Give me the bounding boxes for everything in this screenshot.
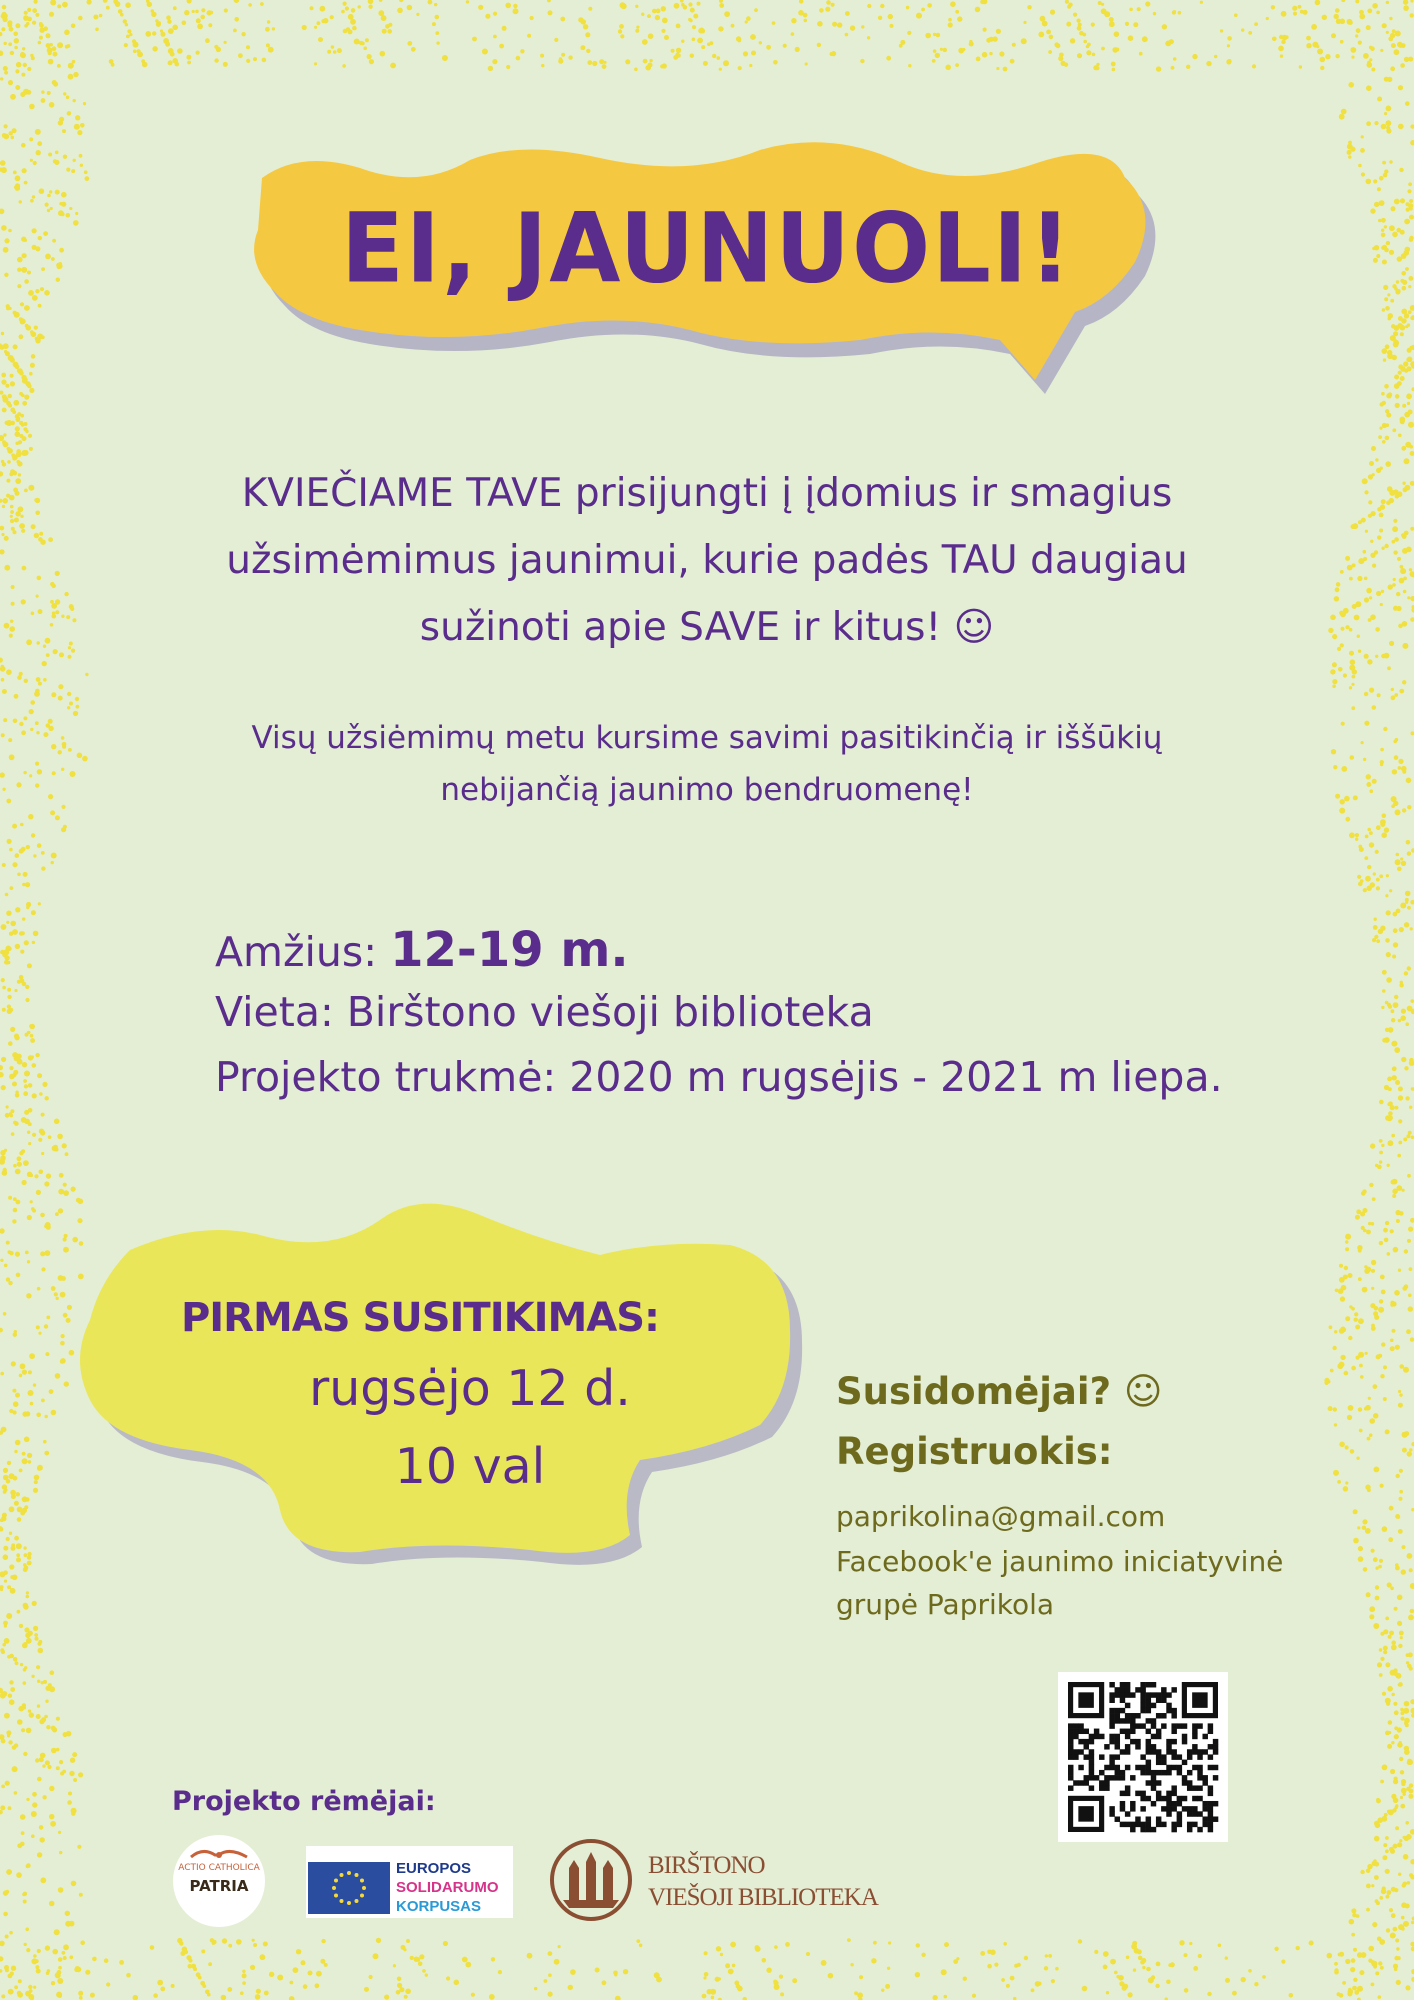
esc-line: SOLIDARUMO: [396, 1879, 499, 1896]
info-place: Vieta: Birštono viešoji biblioteka: [215, 988, 874, 1036]
age-value: 12-19 m.: [390, 922, 629, 978]
intro-line: KVIEČIAME TAVE prisijungti į įdomius ir smagius: [241, 471, 1173, 516]
library-name-line: BIRŠTONO: [648, 1852, 765, 1879]
first-meeting-title: PIRMAS SUSITIKIMAS:: [180, 1295, 660, 1341]
info-age: [215, 922, 629, 978]
intro-line: užsimėmimus jaunimui, kurie padės TAU daugiau: [226, 538, 1188, 583]
library-emblem-icon: [549, 1838, 633, 1922]
contact-facebook-line: Facebook'e jaunimo iniciatyvinė: [836, 1545, 1284, 1578]
qr-code[interactable]: [1058, 1672, 1228, 1842]
esc-line: KORPUSAS: [396, 1898, 482, 1915]
library-name-line: VIEŠOJI BIBLIOTEKA: [648, 1884, 878, 1911]
patria-arc-text: ACTIO CATHOLICA: [178, 1863, 260, 1873]
registration-question: Susidomėjai? ☺: [836, 1370, 1163, 1413]
subtitle-line: Visų užsiėmimų metu kursime savimi pasitikinčią ir iššūkių: [251, 720, 1163, 756]
contact-email[interactable]: paprikolina@gmail.com: [836, 1500, 1166, 1533]
intro-text: [130, 460, 1284, 661]
sponsors-label: Projekto rėmėjai:: [172, 1786, 436, 1817]
first-meeting-date: rugsėjo 12 d.: [309, 1360, 631, 1417]
esc-line: EUROPOS: [396, 1860, 472, 1877]
intro-line: sužinoti apie SAVE ir kitus! ☺: [419, 605, 995, 650]
patria-name: PATRIA: [189, 1877, 249, 1895]
european-solidarity-corps-logo: [306, 1846, 513, 1918]
hands-icon: [189, 1843, 249, 1865]
patria-logo: [173, 1835, 265, 1927]
first-meeting-time: 10 val: [394, 1438, 546, 1495]
registration-call: Registruokis:: [836, 1430, 1113, 1473]
subtitle-text: [180, 712, 1234, 816]
contact-facebook-line: grupė Paprikola: [836, 1588, 1055, 1621]
subtitle-line: nebijančią jaunimo bendruomenę!: [440, 772, 974, 808]
eu-flag-icon: [308, 1862, 390, 1914]
qr-code-pattern: [1058, 1672, 1228, 1842]
info-duration: Projekto trukmė: 2020 m rugsėjis - 2021 m liepa.: [215, 1053, 1223, 1101]
page-title: EI, JAUNUOLI!: [340, 192, 1074, 305]
age-label: Amžius:: [215, 928, 378, 976]
